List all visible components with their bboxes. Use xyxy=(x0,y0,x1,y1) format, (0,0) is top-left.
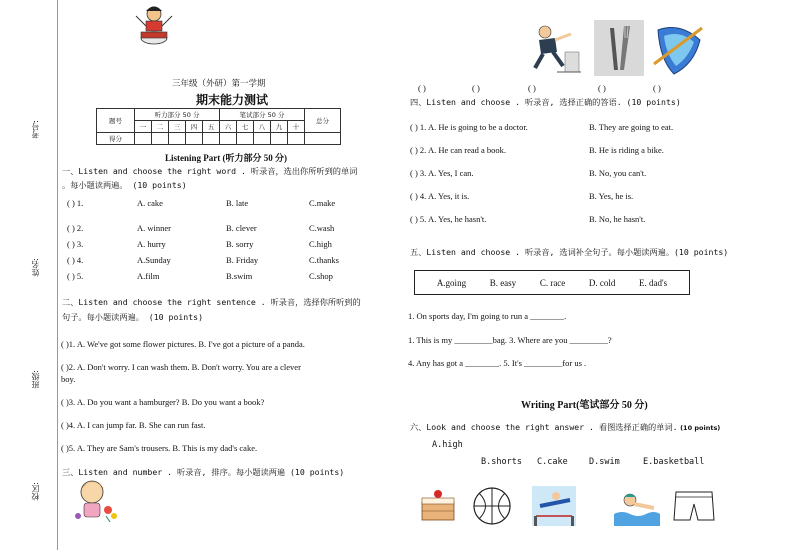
score-cell[interactable] xyxy=(288,133,305,145)
s5-sentence-1: 1. On sports day, I'm going to run a ________. xyxy=(408,311,567,321)
score-cell[interactable] xyxy=(169,133,186,145)
column-number: 二 xyxy=(152,121,169,133)
q2-answer-blank[interactable]: ( ) 2. xyxy=(67,223,84,233)
q4-option-a: A.Sunday xyxy=(137,255,171,265)
s3-answer-blank-4[interactable]: ( ) xyxy=(598,83,606,93)
s2-question-5: ( )5. A. They are Sam's trousers. B. This is my dad's cake. xyxy=(61,443,258,453)
s2-question-4: ( )4. A. I can jump far. B. She can run fast. xyxy=(61,420,206,430)
word-option: A.going xyxy=(436,277,467,288)
s4-option-b-2: B. He is riding a bike. xyxy=(589,145,664,155)
binding-line xyxy=(57,0,58,550)
q4-answer-blank[interactable]: ( ) 4. xyxy=(67,255,84,265)
listening-score-label: 听力部分 50 分 xyxy=(135,109,220,121)
s4-option-b-4: B. Yes, he is. xyxy=(589,191,634,201)
column-number: 六 xyxy=(220,121,237,133)
shorts-picture xyxy=(672,488,716,524)
listening-part-heading: Listening Part (听力部分 50 分) xyxy=(165,153,287,163)
score-cell[interactable] xyxy=(254,133,271,145)
section6-heading: 六、Look and choose the right answer . 看图选择正确的单词. xyxy=(410,422,678,432)
section3-heading: 三、Listen and number . 听录音, 排序。每小题读两遍 (10 points) xyxy=(62,467,345,477)
s4-question-2: ( ) 2. A. He can read a book. xyxy=(410,145,507,155)
q2-option-a: A. winner xyxy=(137,223,171,233)
score-cell[interactable] xyxy=(271,133,288,145)
q5-option-b: B.swim xyxy=(226,271,253,281)
s6-option-c: C.cake xyxy=(537,457,568,467)
exam-number-label: 考号: xyxy=(31,120,40,139)
score-label: 得分 xyxy=(97,133,135,145)
word-option: D. cold xyxy=(588,277,616,288)
q3-option-c: C.high xyxy=(309,239,332,249)
s4-option-b-3: B. No, you can't. xyxy=(589,168,647,178)
score-cell[interactable] xyxy=(220,133,237,145)
score-table xyxy=(96,108,341,145)
s6-option-e: E.basketball xyxy=(643,457,705,467)
q2-option-b: B. clever xyxy=(226,223,257,233)
s4-option-b-5: B. No, he hasn't. xyxy=(589,214,646,224)
section1-heading: 一、Listen and choose the right word . 听录音，选出你所听到的单词 xyxy=(62,166,358,176)
q1-option-b: B. late xyxy=(226,198,249,208)
s3-answer-blank-3[interactable]: ( ) xyxy=(528,83,536,93)
drummer-boy-picture xyxy=(132,2,178,48)
s2-question-3: ( )3. A. Do you want a hamburger? B. Do you want a book? xyxy=(61,397,265,407)
s5-sentence-2-3: 1. This is my _________bag. 3. Where are you _________? xyxy=(408,335,612,345)
girl-with-flowers-picture xyxy=(70,476,122,522)
q3-option-b: B. sorry xyxy=(226,239,254,249)
word-option: B. easy xyxy=(489,277,517,288)
s2-question-1: ( )1. A. We've got some flower pictures. B. I've got a picture of a panda. xyxy=(61,339,305,349)
s4-option-b-1: B. They are going to eat. xyxy=(589,122,674,132)
grade-heading: 三年级（外研）第一学期 xyxy=(172,79,266,89)
word-bank xyxy=(414,270,690,295)
q4-option-b: B. Friday xyxy=(226,255,259,265)
s2-question-2-cont: boy. xyxy=(61,374,76,384)
score-cell[interactable] xyxy=(152,133,169,145)
written-score-label: 笔试部分 50 分 xyxy=(220,109,305,121)
section5-heading: 五、Listen and choose . 听录音, 选词补全句子。每小题读两遍。(10 points) xyxy=(410,247,729,257)
section4-heading: 四、Listen and choose . 听录音, 选择正确的答语. (10 points) xyxy=(410,97,681,107)
class-label: 班级: xyxy=(31,370,40,389)
q5-option-a: A.film xyxy=(137,271,160,281)
score-cell[interactable] xyxy=(186,133,203,145)
section2-heading-cont: 句子。每小题读两遍。 (10 points) xyxy=(62,312,204,322)
s4-question-1: ( ) 1. A. He is going to be a doctor. xyxy=(410,122,528,132)
cake-picture xyxy=(418,488,458,524)
q5-answer-blank[interactable]: ( ) 5. xyxy=(67,271,84,281)
q5-option-c: C.shop xyxy=(309,271,333,281)
section1-heading-cont: 。每小题读两遍。 (10 points) xyxy=(62,180,187,190)
q1-option-a: A. cake xyxy=(137,198,163,208)
basketball-picture xyxy=(472,486,512,526)
s4-question-5: ( ) 5. A. Yes, he hasn't. xyxy=(410,214,487,224)
s6-option-b: B.shorts xyxy=(481,457,522,467)
s3-answer-blank-2[interactable]: ( ) xyxy=(472,83,480,93)
knife-and-fork-picture xyxy=(594,20,644,76)
running-man-picture xyxy=(527,22,583,78)
s6-option-a: A.high xyxy=(432,440,463,450)
swimming-picture xyxy=(614,486,660,526)
s4-question-4: ( ) 4. A. Yes, it is. xyxy=(410,191,470,201)
column-number: 四 xyxy=(186,121,203,133)
boat-picture xyxy=(650,20,706,78)
column-number: 三 xyxy=(169,121,186,133)
writing-part-heading: Writing Part(笔试部分 50 分) xyxy=(521,400,648,411)
s3-answer-blank-5[interactable]: ( ) xyxy=(653,83,661,93)
word-option: C. race xyxy=(539,277,566,288)
column-number: 一 xyxy=(135,121,152,133)
word-option: E. dad's xyxy=(639,277,668,288)
total-label: 总分 xyxy=(305,109,341,133)
q1-answer-blank[interactable]: ( ) 1. xyxy=(67,198,84,208)
score-cell[interactable] xyxy=(203,133,220,145)
score-cell[interactable] xyxy=(237,133,254,145)
q4-option-c: C.thanks xyxy=(309,255,339,265)
q2-option-c: C.wash xyxy=(309,223,335,233)
q3-answer-blank[interactable]: ( ) 3. xyxy=(67,239,84,249)
q1-option-c: C.make xyxy=(309,198,336,208)
section6-points: (10 points) xyxy=(680,424,721,432)
section6-heading-line xyxy=(410,422,720,433)
school-label: 校区: xyxy=(31,482,40,501)
high-jump-picture xyxy=(532,486,576,526)
column-number: 七 xyxy=(237,121,254,133)
total-score-cell[interactable] xyxy=(305,133,341,145)
column-number: 九 xyxy=(271,121,288,133)
s2-question-2: ( )2. A. Don't worry. I can wash them. B. Don't worry. You are a clever xyxy=(61,362,301,372)
score-cell[interactable] xyxy=(135,133,152,145)
s3-answer-blank-1[interactable]: ( ) xyxy=(418,83,426,93)
section2-heading: 二、Listen and choose the right sentence . 听录音，选择你所听到的 xyxy=(62,297,361,307)
s4-question-3: ( ) 3. A. Yes, I can. xyxy=(410,168,474,178)
column-number: 八 xyxy=(254,121,271,133)
page-title: 期末能力测试 xyxy=(196,93,269,107)
s6-option-d: D.swim xyxy=(589,457,620,467)
item-label: 题号 xyxy=(97,109,135,133)
q3-option-a: A. hurry xyxy=(137,239,166,249)
column-number: 五 xyxy=(203,121,220,133)
column-number: 十 xyxy=(288,121,305,133)
name-label: 姓名: xyxy=(31,258,40,277)
s5-sentence-4-5: 4. Any has got a ________. 5. It's _________for us . xyxy=(408,358,587,368)
